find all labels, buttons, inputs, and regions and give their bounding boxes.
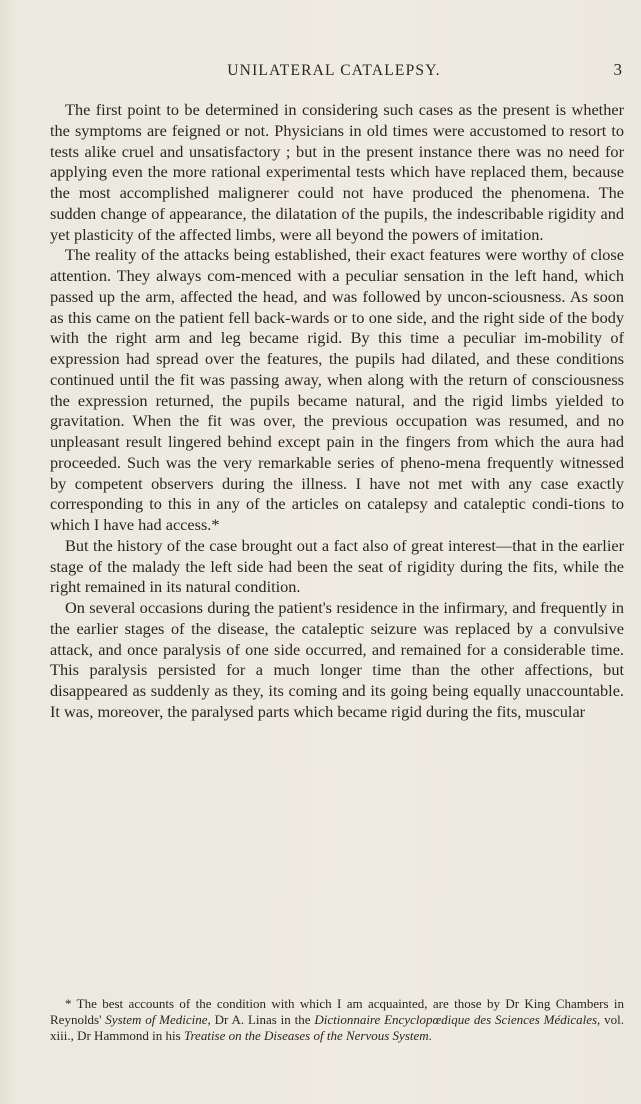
paragraph-attack-features: The reality of the attacks being established, their exact features were worthy of close attention. They always com-menced with a peculiar sensation in the left hand, which passed up the arm, affected the head, and was followed by uncon-sciousness. As soon as this came on the patient fell back-wards or to one side, and the right side of the body with the right arm and leg became rigid. By this time a peculiar im-mobility of expression had spread over the features, the pupils had dilated, and these conditions continued until the fit was passing away, when along with the return of consciousness the expression returned, the pupils became natural, and the rigid limbs yielded to gravitation. When the fit was over, the previous occupation was resumed, and no unpleasant result lingered behind except pain in the fingers from which the aura had proceeded. Such was the very remarkable series of pheno-mena frequently witnessed by competent observers during the illness. I have not met with any case exactly corresponding to this in any of the articles on catalepsy and cataleptic condi-tions to which I have had access.* [50, 245, 624, 534]
paragraph-case-history: But the history of the case brought out a fact also of great interest—that in the earlier stage of the malady the left side had been the seat of rigidity during the fits, while the right remained in its natural condition. [50, 535, 624, 597]
paragraph-symptoms-feigned: The first point to be determined in considering such cases as the present is whether the symptoms are feigned or not. Physicians in old times were accustomed to resort to tests alike cruel and unsatisfactory ; but in the present instance there was no need for applying even the more rational experimental tests which have replaced them, because the most accomplished malignerer could not have produced the phenomena. The sudden change of appearance, the dilatation of the pupils, the indescribable rigidity and yet plasticity of the affected limbs, were all beyond the powers of imitation. [50, 100, 624, 244]
footnote [50, 996, 624, 1044]
page-number: 3 [613, 60, 622, 79]
page-header [40, 62, 628, 84]
footnote-text [50, 996, 624, 1044]
footnote-work-dictionnaire: Dictionnaire Encyclopœdique des Sciences Médicales [314, 1012, 598, 1027]
footnote-mid-2: , vol. xiii., Dr Hammond in his [50, 1012, 624, 1043]
footnote-mid-1: , Dr A. Linas in the [207, 1012, 315, 1027]
footnote-lead: * The best accounts of the condition with which I am acquainted, are those by Dr King Chambers in Reynolds' [50, 996, 624, 1027]
body-text [50, 100, 624, 723]
running-title: UNILATERAL CATALEPSY. [227, 62, 441, 79]
footnote-work-system-of-medicine: System of Medicine [105, 1012, 208, 1027]
paragraph-infirmary-residence: On several occasions during the patient's residence in the infirmary, and frequently in the earlier stages of the disease, the cataleptic seizure was replaced by a convulsive attack, and once paralysis of one side occurred, and remained for a considerable time. This paralysis persisted for a much longer time than the other affections, but disappeared as suddenly as they, its coming and its going being equally unaccountable. It was, moreover, the paralysed parts which became rigid during the fits, muscular [50, 598, 624, 721]
footnote-tail: . [428, 1028, 432, 1043]
footnote-work-treatise: Treatise on the Diseases of the Nervous System [183, 1028, 429, 1043]
